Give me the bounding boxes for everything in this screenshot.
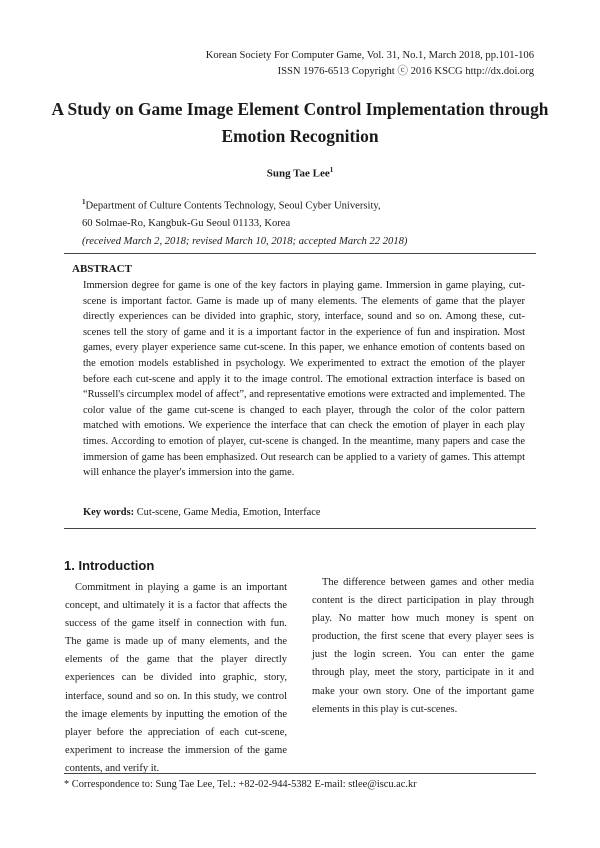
- intro-right-column: The difference between games and other media content is the direct participation in play through play. No matter how much money is spent on production, the first scene that every player sees is just the login screen. You can enter the game through play, meet the story, participate in it and make your own story. One of the important game elements in this play is cut-scenes.: [312, 577, 534, 715]
- abstract-text: Immersion degree for game is one of the key factors in playing game. Immersion in game playing, cut-scene is important factor. Game is made up of many elements. The elements of game that the player directly experiences can be divided into graphic, story, interface, sound and so on. Among these, cut-scenes tell the story of game and it is a important factor in the experience of fun and inspiration. Most games, every player experience same cut-scene. In this paper, we enhance emotion of contents based on the emotion models established in psychology. We experimented to extract the emotion of the player before each cut-scene and apply it to the image control. The emotional extraction interface is based on “Russell's circumplex model of affect”, and representative emotions were extracted and implemented. The color value of the game cut-scene is changed to each player, through the color of the color pattern matched with emotions. We experience the interface that can check the emotion of player in each play times. According to emotion of player, cut-scene is changed. In the meantime, many papers and case the immersion of game has been emphasized. Out research can be applied to a variety of games. This attempt will enhance the player's immersion into the game.: [83, 280, 525, 479]
- author-name: Sung Tae Lee: [266, 167, 330, 180]
- footnote-divider: [64, 773, 536, 774]
- paper-title: A Study on Game Image Element Control Implementation through Emotion Recognition: [51, 99, 549, 146]
- affiliation-block: [82, 194, 407, 250]
- author-line: [0, 166, 600, 180]
- intro-left-column: Commitment in playing a game is an important concept, and ultimately it is a factor that affects the success of the game itself in connection with fun. The game is made up of many elements, and the elements of the game that the player directly experiences can be divided into graphic, story, interface, sound and so on. In this study, we control the image elements by inputting the emotion of the player before the appreciation of each cut-scene, experiment to increase the immersion of the game contents, and verify it.: [65, 582, 287, 774]
- abstract-section: [64, 253, 536, 529]
- keywords-value: Cut-scene, Game Media, Emotion, Interface: [136, 507, 321, 518]
- author-affiliation-mark: 1: [329, 166, 334, 174]
- affiliation-line-2: 60 Solmae-Ro, Kangbuk-Gu Seoul 01133, Korea: [82, 218, 291, 230]
- section-heading-introduction: 1. Introduction: [64, 558, 155, 573]
- journal-citation: Korean Society For Computer Game, Vol. 31, No.1, March 2018, pp.101-106: [205, 50, 534, 61]
- keywords-label: Key words:: [83, 507, 135, 518]
- correspondence-footnote: * Correspondence to: Sung Tae Lee, Tel.: +82-02-944-5382 E-mail: stlee@iscu.ac.kr: [64, 779, 417, 790]
- affiliation-line-1: $^1$Department of Culture Contents Technology, Seoul Cyber University,: [82, 198, 381, 212]
- keywords-line: [83, 507, 321, 518]
- journal-header: [206, 48, 534, 80]
- affiliation-mark: 1: [82, 198, 86, 206]
- received-dates: (received March 2, 2018; revised March 10, 2018; accepted March 22 2018): [82, 235, 408, 247]
- journal-issn: ISSN 1976-6513 Copyright ⓒ 2016 KSCG http://dx.doi.org: [277, 66, 534, 77]
- abstract-heading: ABSTRACT: [72, 263, 132, 275]
